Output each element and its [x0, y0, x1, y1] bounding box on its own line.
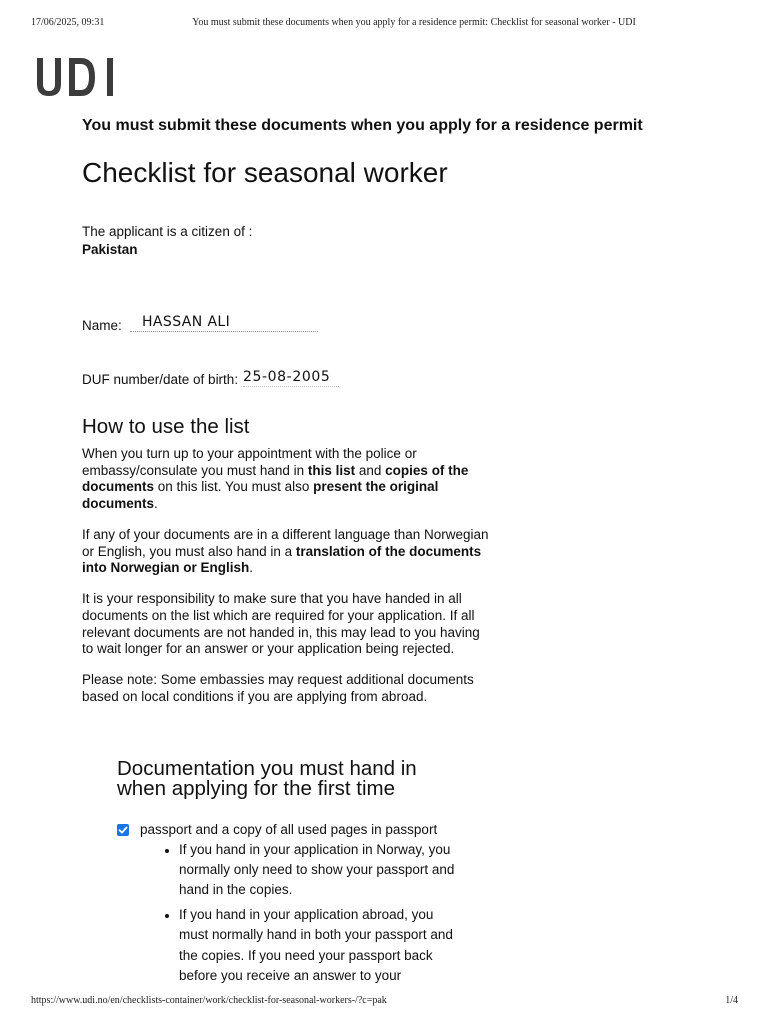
how-to-use-paragraph-2: [82, 527, 490, 577]
list-item: If you hand in your application in Norway, you normally only need to show your passport and hand in the copies.: [162, 840, 462, 901]
documentation-heading: Documentation you must hand in when applying for the first time: [117, 757, 417, 800]
bold-segment: translation of the documents into Norwegian or English: [82, 543, 482, 576]
citizen-value: Pakistan: [82, 242, 138, 257]
duf-label: DUF number/date of birth:: [82, 372, 239, 387]
print-header: [0, 17, 768, 31]
udi-logo-graphic: [35, 56, 117, 98]
name-field[interactable]: HASSAN ALI: [130, 313, 318, 332]
how-to-use-heading: How to use the list: [82, 415, 250, 438]
checklist-item-label: passport and a copy of all used pages in passport: [140, 822, 438, 837]
print-page-title: You must submit these documents when you apply for a residence permit: Checklist for seasonal worker - UDI: [192, 17, 636, 28]
name-label: Name:: [82, 318, 122, 333]
print-footer: [0, 995, 768, 1009]
text-segment: .: [249, 560, 254, 576]
how-to-use-body: [82, 446, 490, 720]
text-segment: If any of your documents are in a different language than Norwegian or English, you must also hand in a: [82, 527, 489, 559]
text-segment: and: [355, 462, 386, 478]
bold-segment: this list: [307, 462, 356, 478]
udi-logo[interactable]: [35, 56, 117, 98]
print-timestamp: 17/06/2025, 09:31: [31, 17, 105, 28]
text-segment: on this list. You must also: [154, 479, 314, 495]
page-subtitle: You must submit these documents when you apply for a residence permit: [82, 117, 643, 134]
how-to-use-paragraph-3: It is your responsibility to make sure that you have handed in all documents on the list which are required for your application. If all relevant documents are not handed in, this may lead to you having to wait longer for an answer or your application being rejected.: [82, 591, 480, 657]
text-segment: .: [154, 496, 158, 512]
text-segment: When you turn up to your appointment with the police or embassy/consulate you must hand in: [82, 446, 417, 478]
bold-segment: copies of the documents: [82, 462, 469, 495]
citizen-label: The applicant is a citizen of :: [82, 224, 253, 239]
page-title: Checklist for seasonal worker: [82, 157, 448, 188]
checkbox-checked[interactable]: [117, 824, 129, 836]
duf-field[interactable]: 25-08-2005: [243, 368, 339, 387]
checklist-item-notes: [162, 840, 462, 990]
checkmark-icon: [117, 824, 129, 836]
page-number: 1/4: [725, 995, 738, 1006]
print-url: https://www.udi.no/en/checklists-container/work/checklist-for-seasonal-workers-/?c=pak: [31, 995, 387, 1006]
how-to-use-paragraph-1: [82, 446, 490, 513]
bold-segment: present the original documents: [82, 479, 439, 512]
list-item: If you hand in your application abroad, you must normally hand in both your passport and the copies. If you need your passport back before you receive an answer to your: [162, 905, 462, 986]
how-to-use-paragraph-4: Please note: Some embassies may request additional documents based on local conditions if you are applying from abroad.: [82, 672, 474, 704]
